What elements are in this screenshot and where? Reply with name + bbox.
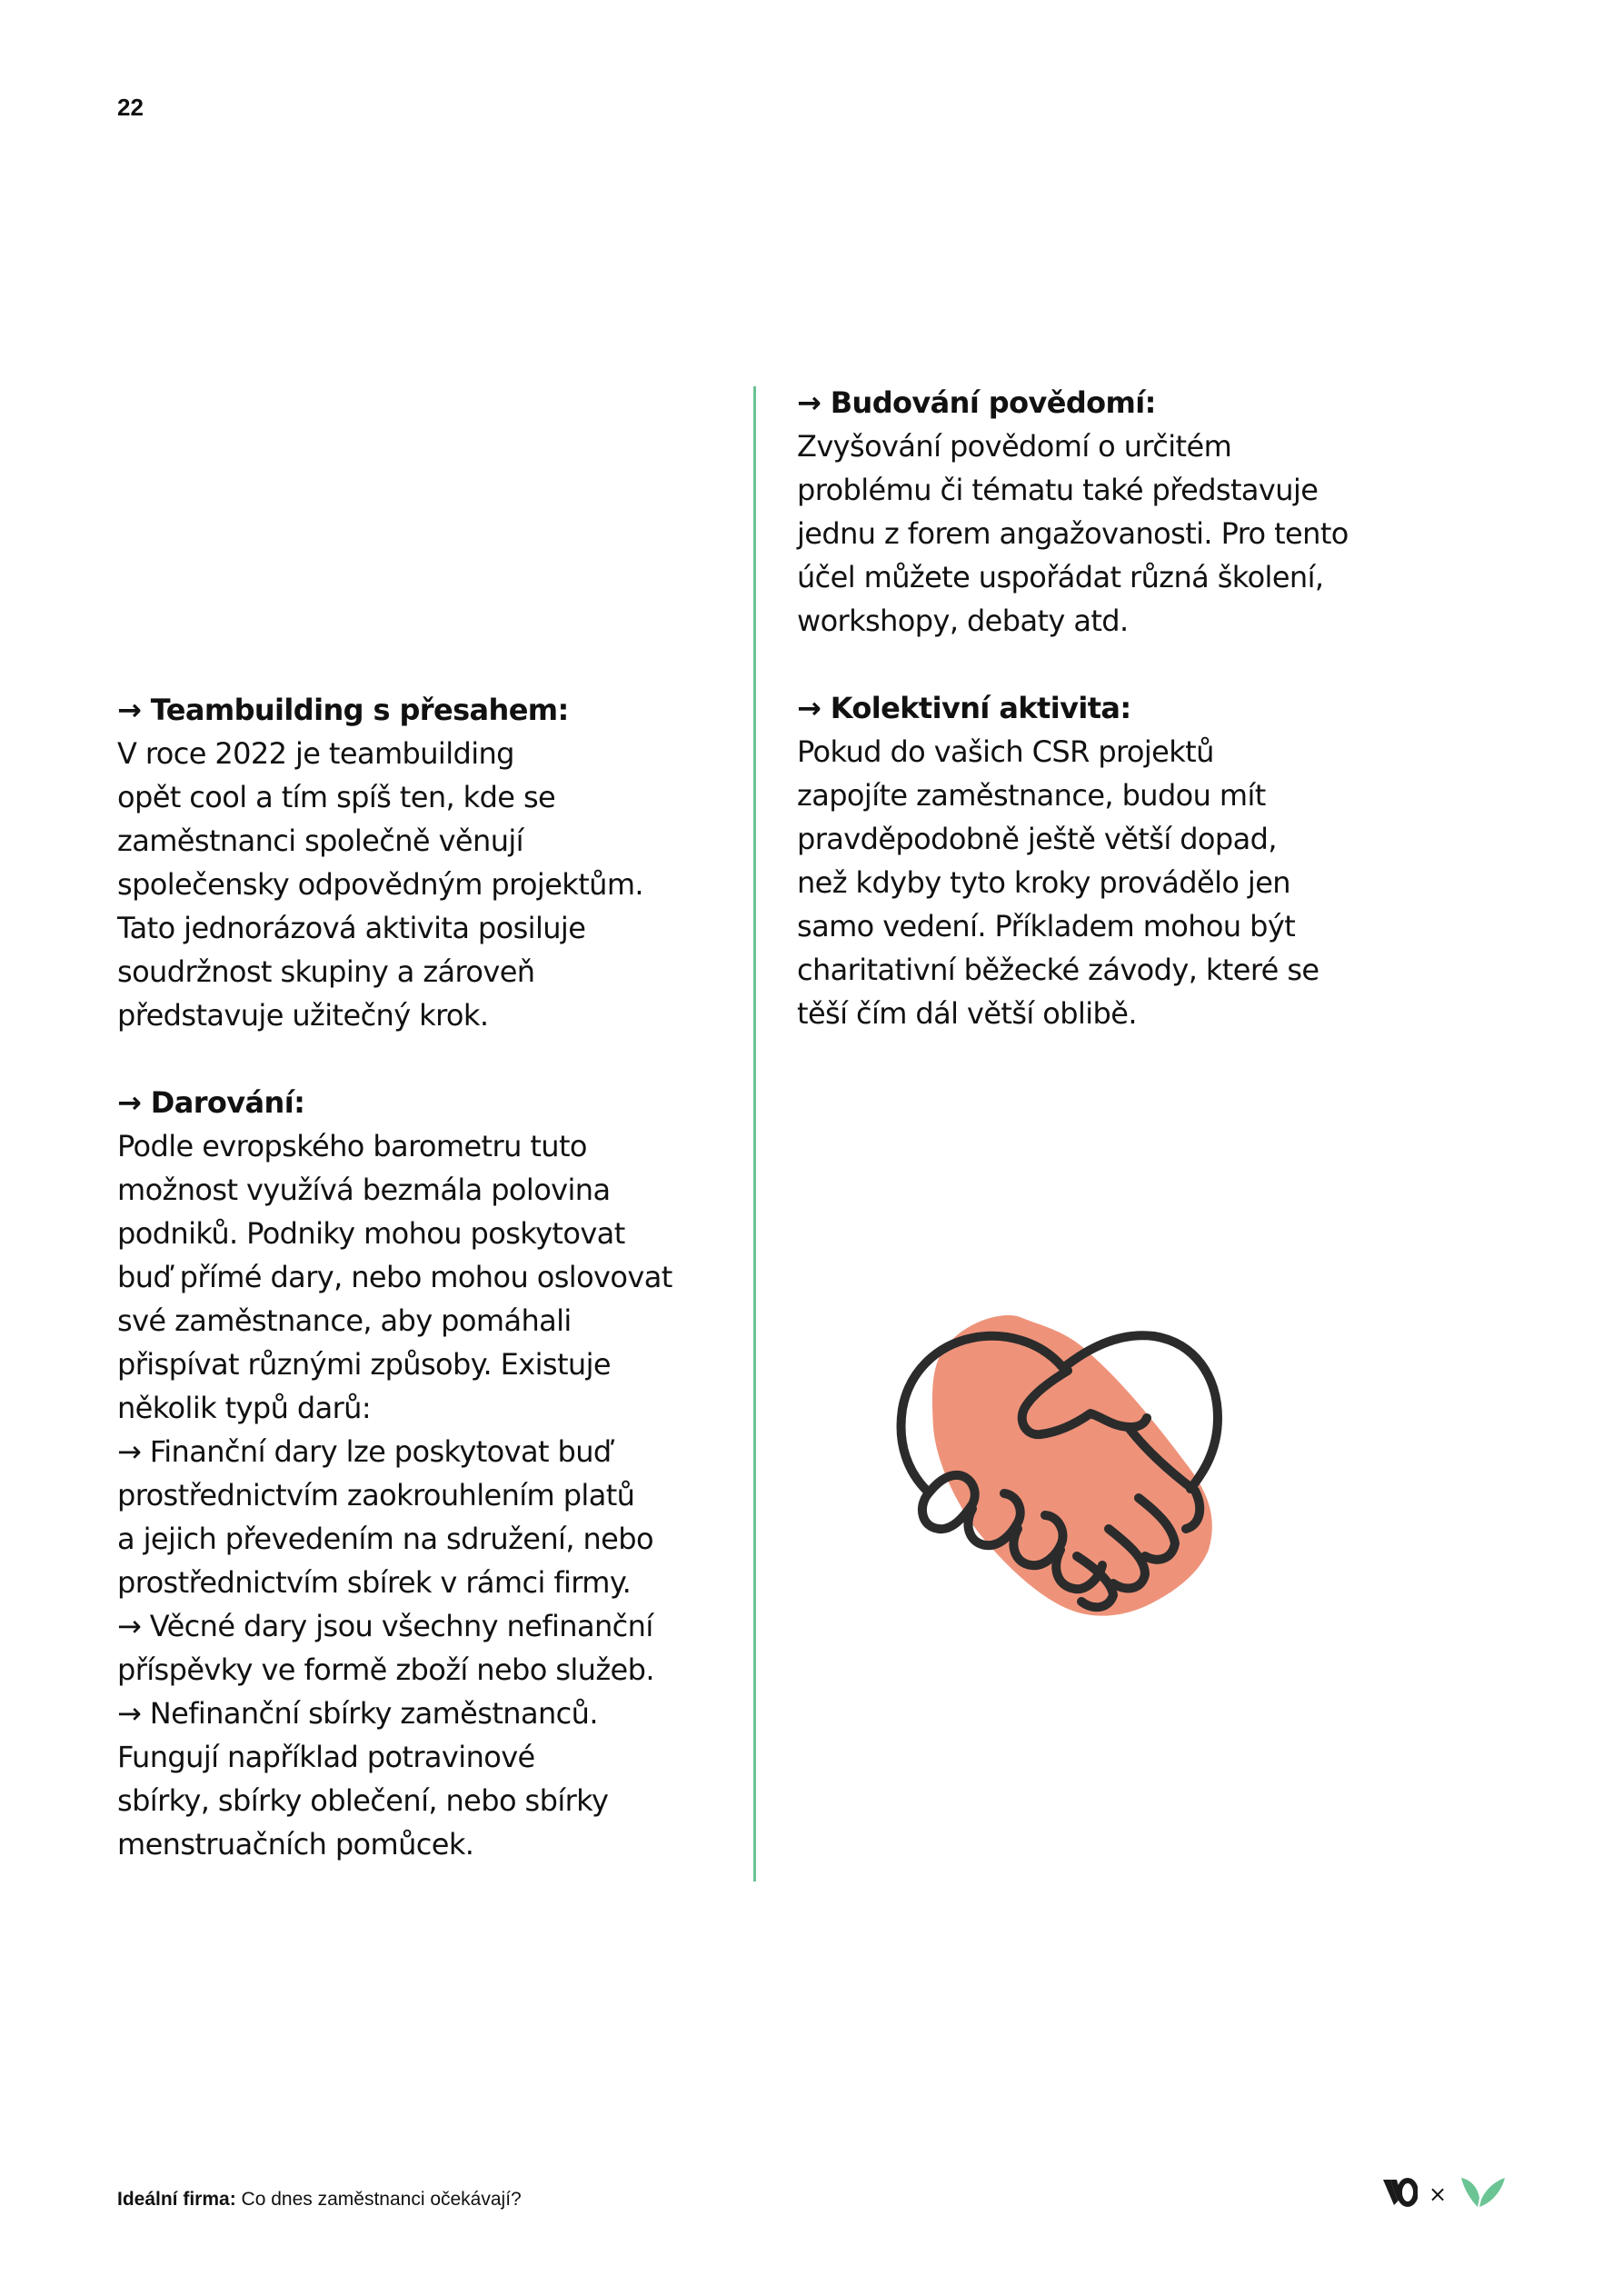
body-line: prostřednictvím sbírek v rámci firmy. <box>117 1565 632 1600</box>
body-line: sbírky, sbírky oblečení, nebo sbírky <box>117 1783 609 1818</box>
body-line: několik typů darů: <box>117 1391 372 1425</box>
body-line: → Finanční dary lze poskytovat buď <box>117 1434 612 1469</box>
body-line: Zvyšování povědomí o určitém <box>797 429 1232 464</box>
section-heading: → Budování povědomí: <box>797 385 1156 420</box>
body-line: účel můžete uspořádat různá školení, <box>797 560 1324 594</box>
body-line: těší čím dál větší oblibě. <box>797 996 1137 1031</box>
body-line: Podle evropského barometru tuto <box>117 1129 587 1163</box>
green-v-logo-icon <box>1459 2176 1507 2212</box>
body-line: pravděpodobně ještě větší dopad, <box>797 822 1277 856</box>
body-line: Tato jednorázová aktivita posiluje <box>117 911 586 945</box>
body-line: zapojíte zaměstnance, budou mít <box>797 778 1266 813</box>
footer-logos <box>1381 2174 1507 2214</box>
body-line: problému či tématu také představuje <box>797 473 1319 507</box>
body-line: V roce 2022 je teambuilding <box>117 736 514 771</box>
body-line: opět cool a tím spíš ten, kde se <box>117 780 556 814</box>
section-heading: → Kolektivní aktivita: <box>797 691 1131 725</box>
body-line: a jejich převedením na sdružení, nebo <box>117 1522 653 1556</box>
body-line: představuje užitečný krok. <box>117 998 489 1033</box>
body-line: své zaměstnance, aby pomáhali <box>117 1303 572 1338</box>
body-line: samo vedení. Příkladem mohou být <box>797 909 1296 943</box>
body-line: jednu z forem angažovanosti. Pro tento <box>797 516 1349 551</box>
right-column <box>797 381 1469 1035</box>
body-line: → Nefinanční sbírky zaměstnanců. <box>117 1696 598 1731</box>
logo-separator: × <box>1429 2181 1448 2207</box>
body-line: Pokud do vašich CSR projektů <box>797 734 1214 769</box>
handshake-heart-icon <box>886 1291 1231 1627</box>
body-line: charitativní běžecké závody, které se <box>797 953 1319 987</box>
body-line: společensky odpovědným projektům. <box>117 867 643 902</box>
section-kolektivni-aktivita <box>797 686 1469 1035</box>
body-line: zaměstnanci společně věnují <box>117 824 523 858</box>
body-line: buď přímé dary, nebo mohou oslovovat <box>117 1260 672 1294</box>
footer-title <box>117 2189 522 2211</box>
body-line: než kdyby tyto kroky provádělo jen <box>797 865 1290 900</box>
body-line: menstruačních pomůcek. <box>117 1827 474 1862</box>
page-number: 22 <box>117 94 144 121</box>
column-divider <box>753 386 756 1882</box>
body-line: podniků. Podniky mohou poskytovat <box>117 1216 625 1251</box>
body-line: přispívat různými způsoby. Existuje <box>117 1347 611 1382</box>
welcome-to-the-jungle-logo-icon <box>1381 2176 1418 2212</box>
left-column <box>117 688 735 1866</box>
section-darovani <box>117 1081 735 1866</box>
body-line: workshopy, debaty atd. <box>797 604 1129 638</box>
section-heading: → Darování: <box>117 1085 305 1120</box>
body-line: příspěvky ve formě zboží nebo služeb. <box>117 1652 654 1687</box>
body-line: soudržnost skupiny a zároveň <box>117 954 535 989</box>
body-line: Fungují například potravinové <box>117 1740 535 1774</box>
footer-title-rest: Co dnes zaměstnanci očekávají? <box>241 2189 522 2210</box>
body-line: → Věcné dary jsou všechny nefinanční <box>117 1609 653 1643</box>
body-line: prostřednictvím zaokrouhlením platů <box>117 1478 635 1512</box>
section-heading: → Teambuilding s přesahem: <box>117 693 569 727</box>
section-budovani-povedomi <box>797 381 1469 643</box>
footer-title-bold: Ideální firma: <box>117 2189 236 2210</box>
section-teambuilding <box>117 688 735 1037</box>
body-line: možnost využívá bezmála polovina <box>117 1173 611 1207</box>
